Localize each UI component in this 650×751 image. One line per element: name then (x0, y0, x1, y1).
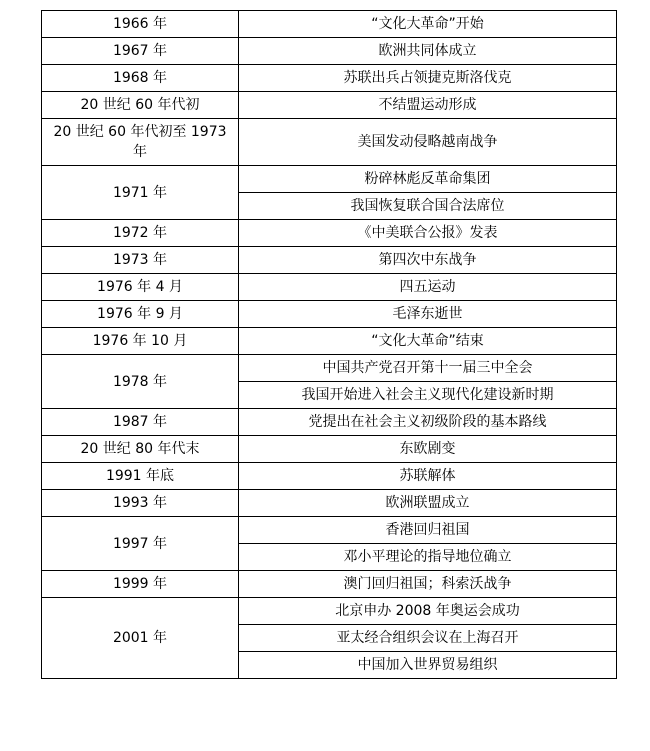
event-cell: 苏联出兵占领捷克斯洛伐克 (239, 65, 617, 92)
event-cell: 四五运动 (239, 274, 617, 301)
table-row (42, 463, 617, 490)
date-cell: 1999 年 (42, 571, 239, 598)
date-cell: 1976 年 4 月 (42, 274, 239, 301)
date-cell: 1991 年底 (42, 463, 239, 490)
table-row (42, 571, 617, 598)
date-cell: 1972 年 (42, 220, 239, 247)
date-cell: 1997 年 (42, 517, 239, 571)
table-row (42, 247, 617, 274)
table-row (42, 490, 617, 517)
event-cell: 亚太经合组织会议在上海召开 (239, 625, 617, 652)
event-cell: 毛泽东逝世 (239, 301, 617, 328)
table-row (42, 65, 617, 92)
event-cell: “文化大革命”开始 (239, 11, 617, 38)
table-row (42, 274, 617, 301)
event-cell: 香港回归祖国 (239, 517, 617, 544)
date-cell: 20 世纪 60 年代初至 1973 年 (42, 119, 239, 166)
event-cell: 苏联解体 (239, 463, 617, 490)
date-cell: 1976 年 10 月 (42, 328, 239, 355)
date-cell: 1971 年 (42, 166, 239, 220)
date-cell: 1987 年 (42, 409, 239, 436)
date-cell: 1978 年 (42, 355, 239, 409)
event-cell: 党提出在社会主义初级阶段的基本路线 (239, 409, 617, 436)
table-row (42, 301, 617, 328)
event-cell: “文化大革命”结束 (239, 328, 617, 355)
date-cell: 1993 年 (42, 490, 239, 517)
event-cell: 我国恢复联合国合法席位 (239, 193, 617, 220)
table-row (42, 11, 617, 38)
event-cell: 中国加入世界贸易组织 (239, 652, 617, 679)
table-row (42, 355, 617, 382)
table-row (42, 517, 617, 544)
event-cell: 澳门回归祖国；科索沃战争 (239, 571, 617, 598)
event-cell: 第四次中东战争 (239, 247, 617, 274)
event-cell: 美国发动侵略越南战争 (239, 119, 617, 166)
date-cell: 2001 年 (42, 598, 239, 679)
event-cell: 邓小平理论的指导地位确立 (239, 544, 617, 571)
event-cell: 北京申办 2008 年奥运会成功 (239, 598, 617, 625)
timeline-body (42, 11, 617, 679)
event-cell: 欧洲共同体成立 (239, 38, 617, 65)
event-cell: 东欧剧变 (239, 436, 617, 463)
event-cell: 不结盟运动形成 (239, 92, 617, 119)
event-cell: 欧洲联盟成立 (239, 490, 617, 517)
event-cell: 粉碎林彪反革命集团 (239, 166, 617, 193)
table-row (42, 598, 617, 625)
table-row (42, 409, 617, 436)
table-row (42, 119, 617, 166)
event-cell: 我国开始进入社会主义现代化建设新时期 (239, 382, 617, 409)
table-row (42, 328, 617, 355)
table-row (42, 38, 617, 65)
table-row (42, 166, 617, 193)
table-row (42, 436, 617, 463)
date-cell: 1967 年 (42, 38, 239, 65)
date-cell: 1966 年 (42, 11, 239, 38)
table-row (42, 92, 617, 119)
date-cell: 20 世纪 80 年代末 (42, 436, 239, 463)
date-cell: 1973 年 (42, 247, 239, 274)
table-row (42, 220, 617, 247)
date-cell: 20 世纪 60 年代初 (42, 92, 239, 119)
date-cell: 1976 年 9 月 (42, 301, 239, 328)
date-cell: 1968 年 (42, 65, 239, 92)
event-cell: 中国共产党召开第十一届三中全会 (239, 355, 617, 382)
timeline-table (41, 10, 617, 679)
event-cell: 《中美联合公报》发表 (239, 220, 617, 247)
